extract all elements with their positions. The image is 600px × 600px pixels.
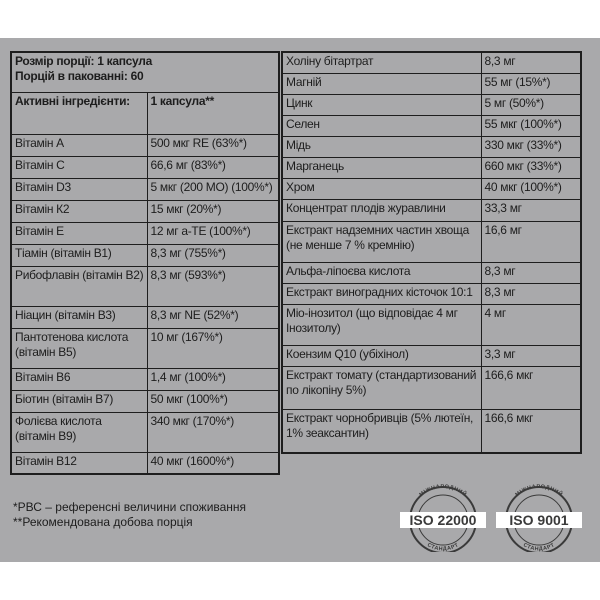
ingredient-name: Вітамін С bbox=[11, 156, 147, 178]
ingredient-name: Вітамін А bbox=[11, 134, 147, 156]
ingredient-value: 8,3 мг bbox=[481, 283, 581, 304]
table-row bbox=[282, 136, 581, 157]
ingredient-name: Холіну бітартрат bbox=[282, 52, 481, 73]
ingredient-value: 340 мкг (170%*) bbox=[147, 412, 279, 452]
ingredient-name: Цинк bbox=[282, 94, 481, 115]
ingredient-value: 1,4 мг (100%*) bbox=[147, 368, 279, 390]
ingredient-value: 33,3 мг bbox=[481, 199, 581, 221]
ingredient-name: Магній bbox=[282, 73, 481, 94]
table-row bbox=[11, 328, 279, 368]
ingredient-value: 66,6 мг (83%*) bbox=[147, 156, 279, 178]
table-row bbox=[282, 157, 581, 178]
badge-standard-text: ISO 9001 bbox=[509, 512, 569, 528]
ingredient-name: Пантотенова кислота (вітамін В5) bbox=[11, 328, 147, 368]
ingredient-value: 330 мкг (33%*) bbox=[481, 136, 581, 157]
table-row bbox=[11, 306, 279, 328]
ingredient-name: Вітамін D3 bbox=[11, 178, 147, 200]
ingredient-name: Вітамін В12 bbox=[11, 452, 147, 474]
ingredient-name: Екстракт надземних частин хвоща (не менше 7 % кремнію) bbox=[282, 221, 481, 262]
ingredients-header: Активні інгредієнти: bbox=[11, 92, 147, 134]
ingredient-value: 15 мкг (20%*) bbox=[147, 200, 279, 222]
ingredient-name: Селен bbox=[282, 115, 481, 136]
table-row bbox=[11, 156, 279, 178]
ingredient-name: Біотин (вітамін В7) bbox=[11, 390, 147, 412]
ingredient-name: Екстракт чорнобривців (5% лютеїн, 1% зеаксантин) bbox=[282, 409, 481, 453]
ingredient-name: Марганець bbox=[282, 157, 481, 178]
table-row bbox=[282, 304, 581, 345]
ingredient-name: Концентрат плодів журавлини bbox=[282, 199, 481, 221]
ingredient-name: Фолієва кислота (вітамін В9) bbox=[11, 412, 147, 452]
ingredient-value: 3,3 мг bbox=[481, 345, 581, 366]
ingredient-name: Мідь bbox=[282, 136, 481, 157]
table-row bbox=[282, 94, 581, 115]
iso-22000-badge-icon bbox=[398, 480, 488, 552]
ingredient-value: 10 мг (167%*) bbox=[147, 328, 279, 368]
ingredient-value: 40 мкг (1600%*) bbox=[147, 452, 279, 474]
footnote-rdi: *РВС – референсні величини споживання bbox=[13, 500, 247, 514]
table-row bbox=[282, 366, 581, 409]
ingredient-name: Екстракт томату (стандартизований по лікопіну 5%) bbox=[282, 366, 481, 409]
ingredient-value: 50 мкг (100%*) bbox=[147, 390, 279, 412]
amount-header: 1 капсула** bbox=[147, 92, 279, 134]
table-row bbox=[11, 222, 279, 244]
table-row bbox=[11, 244, 279, 266]
ingredient-value: 5 мкг (200 МО) (100%*) bbox=[147, 178, 279, 200]
table-row bbox=[282, 52, 581, 73]
table-row bbox=[282, 73, 581, 94]
table-row bbox=[11, 452, 279, 474]
ingredient-value: 166,6 мкг bbox=[481, 409, 581, 453]
table-row bbox=[282, 178, 581, 199]
iso-9001-badge-icon bbox=[494, 480, 584, 552]
table-row bbox=[282, 262, 581, 283]
ingredient-name: Хром bbox=[282, 178, 481, 199]
serving-size: Розмір порції: 1 капсула bbox=[15, 54, 152, 68]
ingredient-value: 166,6 мкг bbox=[481, 366, 581, 409]
serving-info bbox=[11, 52, 279, 92]
ingredient-name: Тіамін (вітамін В1) bbox=[11, 244, 147, 266]
table-row bbox=[282, 221, 581, 262]
ingredient-value: 16,6 мг bbox=[481, 221, 581, 262]
table-row bbox=[282, 283, 581, 304]
table-row bbox=[11, 368, 279, 390]
badge-top-text: МІЖНАРОДНИЙ bbox=[514, 483, 564, 499]
ingredient-value: 55 мкг (100%*) bbox=[481, 115, 581, 136]
ingredient-value: 55 мг (15%*) bbox=[481, 73, 581, 94]
footnote-daily-dose: **Рекомендована добова порція bbox=[13, 515, 193, 529]
servings-per-package: Порцій в пакованні: 60 bbox=[15, 69, 144, 83]
table-row bbox=[282, 345, 581, 366]
minerals-extracts-table bbox=[281, 51, 582, 454]
ingredient-value: 660 мкг (33%*) bbox=[481, 157, 581, 178]
badge-bottom-text: СТАНДАРТ bbox=[426, 542, 460, 552]
ingredient-name: Рибофлавін (вітамін В2) bbox=[11, 266, 147, 306]
ingredient-value: 8,3 мг (755%*) bbox=[147, 244, 279, 266]
ingredient-value: 40 мкг (100%*) bbox=[481, 178, 581, 199]
ingredient-value: 8,3 мг NE (52%*) bbox=[147, 306, 279, 328]
badge-standard-text: ISO 22000 bbox=[409, 512, 477, 528]
badge-bottom-text: СТАНДАРТ bbox=[522, 542, 556, 552]
table-row bbox=[11, 178, 279, 200]
ingredient-name: Міо-інозитол (що відповідає 4 мг Інозитолу) bbox=[282, 304, 481, 345]
table-row bbox=[11, 390, 279, 412]
ingredient-value: 4 мг bbox=[481, 304, 581, 345]
ingredient-name: Екстракт виноградних кісточок 10:1 bbox=[282, 283, 481, 304]
table-row bbox=[11, 134, 279, 156]
table-row bbox=[282, 115, 581, 136]
table-row bbox=[11, 200, 279, 222]
table-row bbox=[282, 409, 581, 453]
ingredient-value: 12 мг a-TE (100%*) bbox=[147, 222, 279, 244]
ingredient-value: 8,3 мг bbox=[481, 262, 581, 283]
ingredient-name: Коензим Q10 (убіхінол) bbox=[282, 345, 481, 366]
ingredient-value: 8,3 мг bbox=[481, 52, 581, 73]
ingredient-value: 500 мкг RE (63%*) bbox=[147, 134, 279, 156]
ingredient-name: Вітамін Е bbox=[11, 222, 147, 244]
vitamins-table bbox=[10, 51, 280, 475]
ingredient-name: Ніацин (вітамін В3) bbox=[11, 306, 147, 328]
table-row bbox=[11, 266, 279, 306]
ingredient-value: 8,3 мг (593%*) bbox=[147, 266, 279, 306]
ingredient-name: Альфа-ліпоєва кислота bbox=[282, 262, 481, 283]
table-row bbox=[282, 199, 581, 221]
table-row bbox=[11, 412, 279, 452]
ingredient-value: 5 мг (50%*) bbox=[481, 94, 581, 115]
footnotes bbox=[13, 500, 246, 530]
ingredient-name: Вітамін К2 bbox=[11, 200, 147, 222]
ingredient-name: Вітамін В6 bbox=[11, 368, 147, 390]
badge-top-text: МІЖНАРОДНИЙ bbox=[418, 483, 468, 499]
